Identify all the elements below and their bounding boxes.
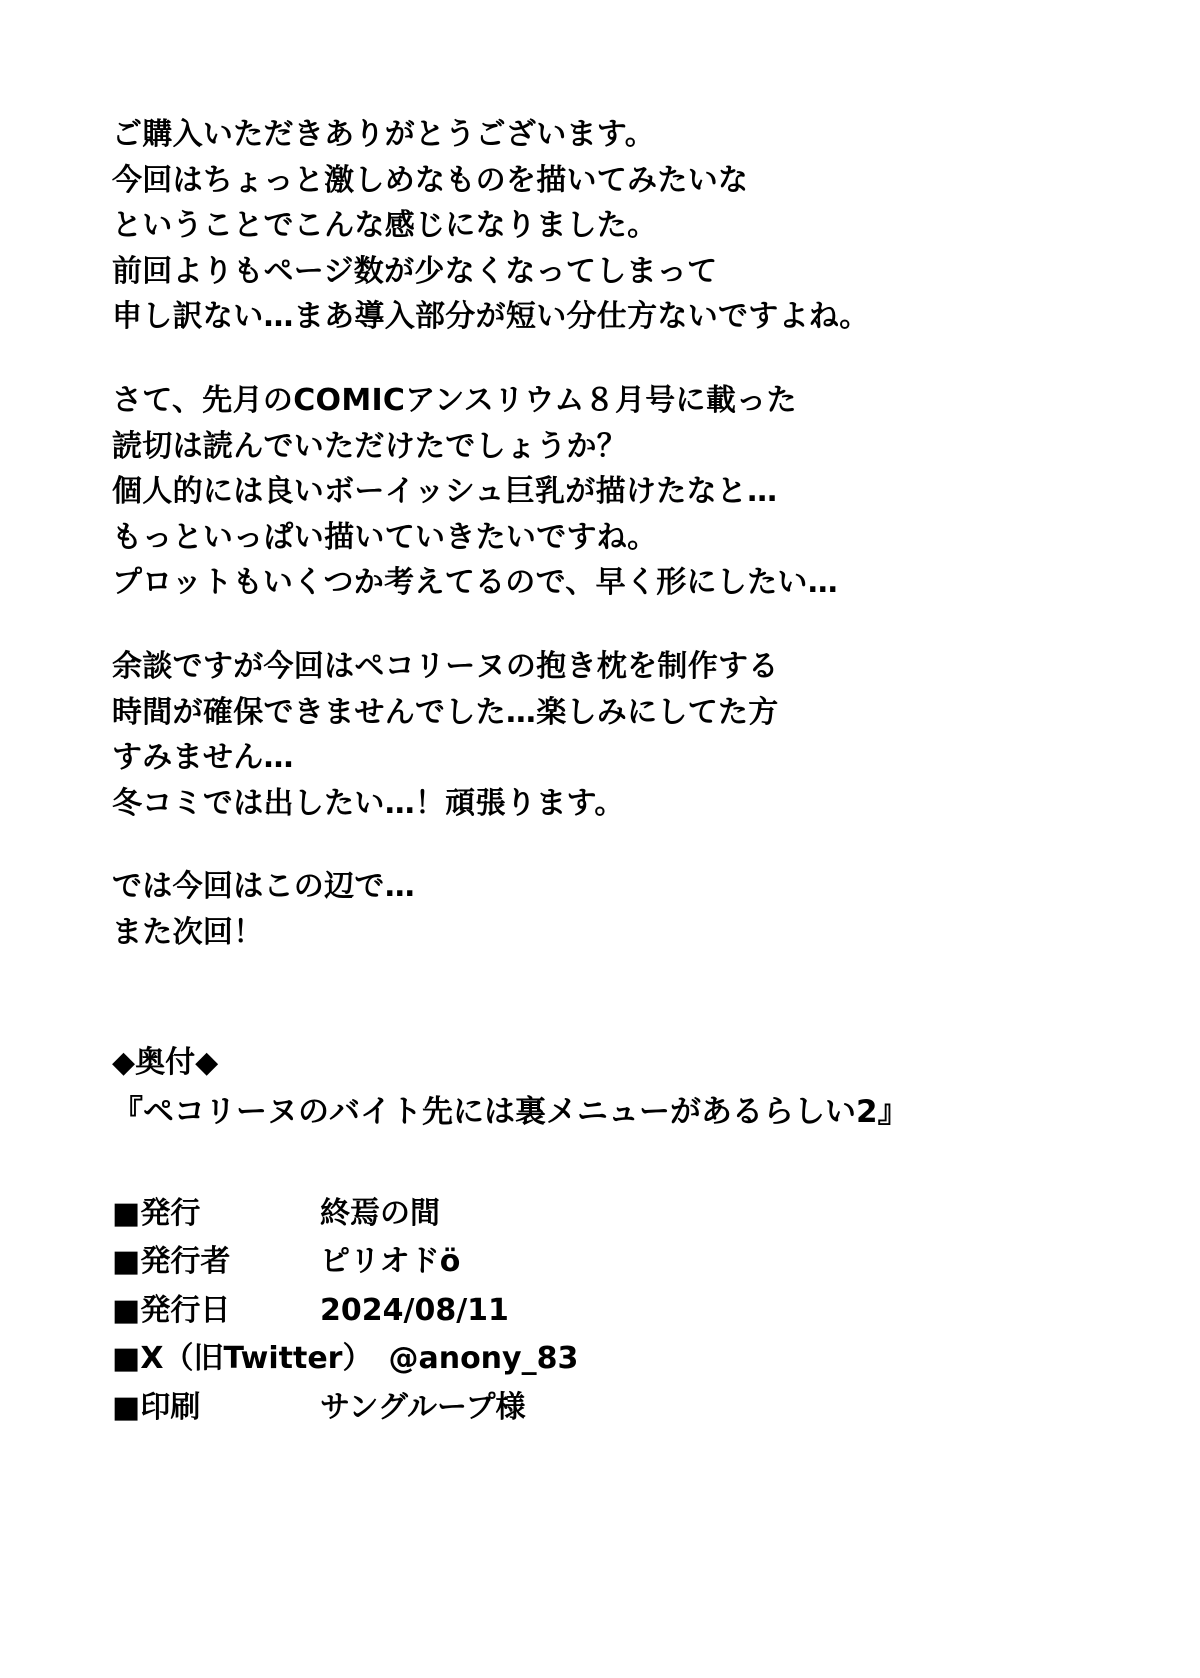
credit-label: ■発行日 xyxy=(112,1292,231,1328)
credit-label: ■発行者 xyxy=(112,1244,231,1280)
credit-label: ■印刷 xyxy=(112,1389,201,1425)
afterword-section xyxy=(112,112,1092,956)
credit-label: ■発行 xyxy=(112,1195,201,1231)
credit-row xyxy=(112,1238,1092,1287)
afterword-paragraph xyxy=(112,378,1092,606)
colophon-credits xyxy=(112,1190,1092,1433)
credit-value: 終焉の間 xyxy=(320,1195,440,1231)
credit-row xyxy=(112,1335,1092,1384)
afterword-line: ということでこんな感じになりました。 xyxy=(112,208,658,244)
afterword-line: ご購入いただきありがとうございます。 xyxy=(112,117,655,152)
afterword-paragraph xyxy=(112,644,1092,826)
afterword-line: では今回はこの辺で… xyxy=(112,869,415,905)
afterword-paragraph xyxy=(112,864,1092,955)
afterword-line: もっといっぱい描いていきたいですね。 xyxy=(112,519,658,555)
afterword-line: 冬コミでは出したい…！頑張ります。 xyxy=(112,785,625,821)
credit-row xyxy=(112,1190,1092,1239)
afterword-line: 個人的には良いボーイッシュ巨乳が描けたなと… xyxy=(112,474,778,510)
afterword-line: さて、先月のCOMICアンスリウム８月号に載った xyxy=(112,382,797,418)
afterword-line: 前回よりもページ数が少なくなってしまって xyxy=(112,253,718,289)
credit-row xyxy=(112,1384,1092,1433)
afterword-line: 申し訳ない…まあ導入部分が短い分仕方ないですよね。 xyxy=(112,299,870,335)
credit-value: サングループ様 xyxy=(320,1389,526,1425)
credit-label: ■X（旧Twitter） xyxy=(112,1341,373,1377)
credit-value: @anony_83 xyxy=(388,1341,579,1377)
colophon-title: 『ペコリーヌのバイト先には裏メニューがあるらしい2』 xyxy=(112,1094,909,1130)
afterword-line: 今回はちょっと激しめなものを描いてみたいな xyxy=(112,162,749,198)
afterword-line: プロットもいくつか考えてるので、早く形にしたい… xyxy=(112,565,838,601)
colophon-section xyxy=(112,1040,1092,1432)
afterword-line: すみません… xyxy=(112,740,294,776)
afterword-line: 余談ですが今回はペコリーヌの抱き枕を制作する xyxy=(112,648,779,684)
afterword-line: 読切は読んでいただけたでしょうか？ xyxy=(112,428,628,464)
credit-row xyxy=(112,1287,1092,1336)
afterword-paragraph xyxy=(112,112,1092,340)
colophon-heading: ◆奥付◆ xyxy=(112,1045,219,1080)
credit-value: ピリオドö xyxy=(320,1244,461,1280)
credit-value: 2024/08/11 xyxy=(320,1292,509,1328)
afterword-line: 時間が確保できませんでした…楽しみにしてた方 xyxy=(112,694,779,730)
afterword-line: また次回！ xyxy=(112,914,264,950)
